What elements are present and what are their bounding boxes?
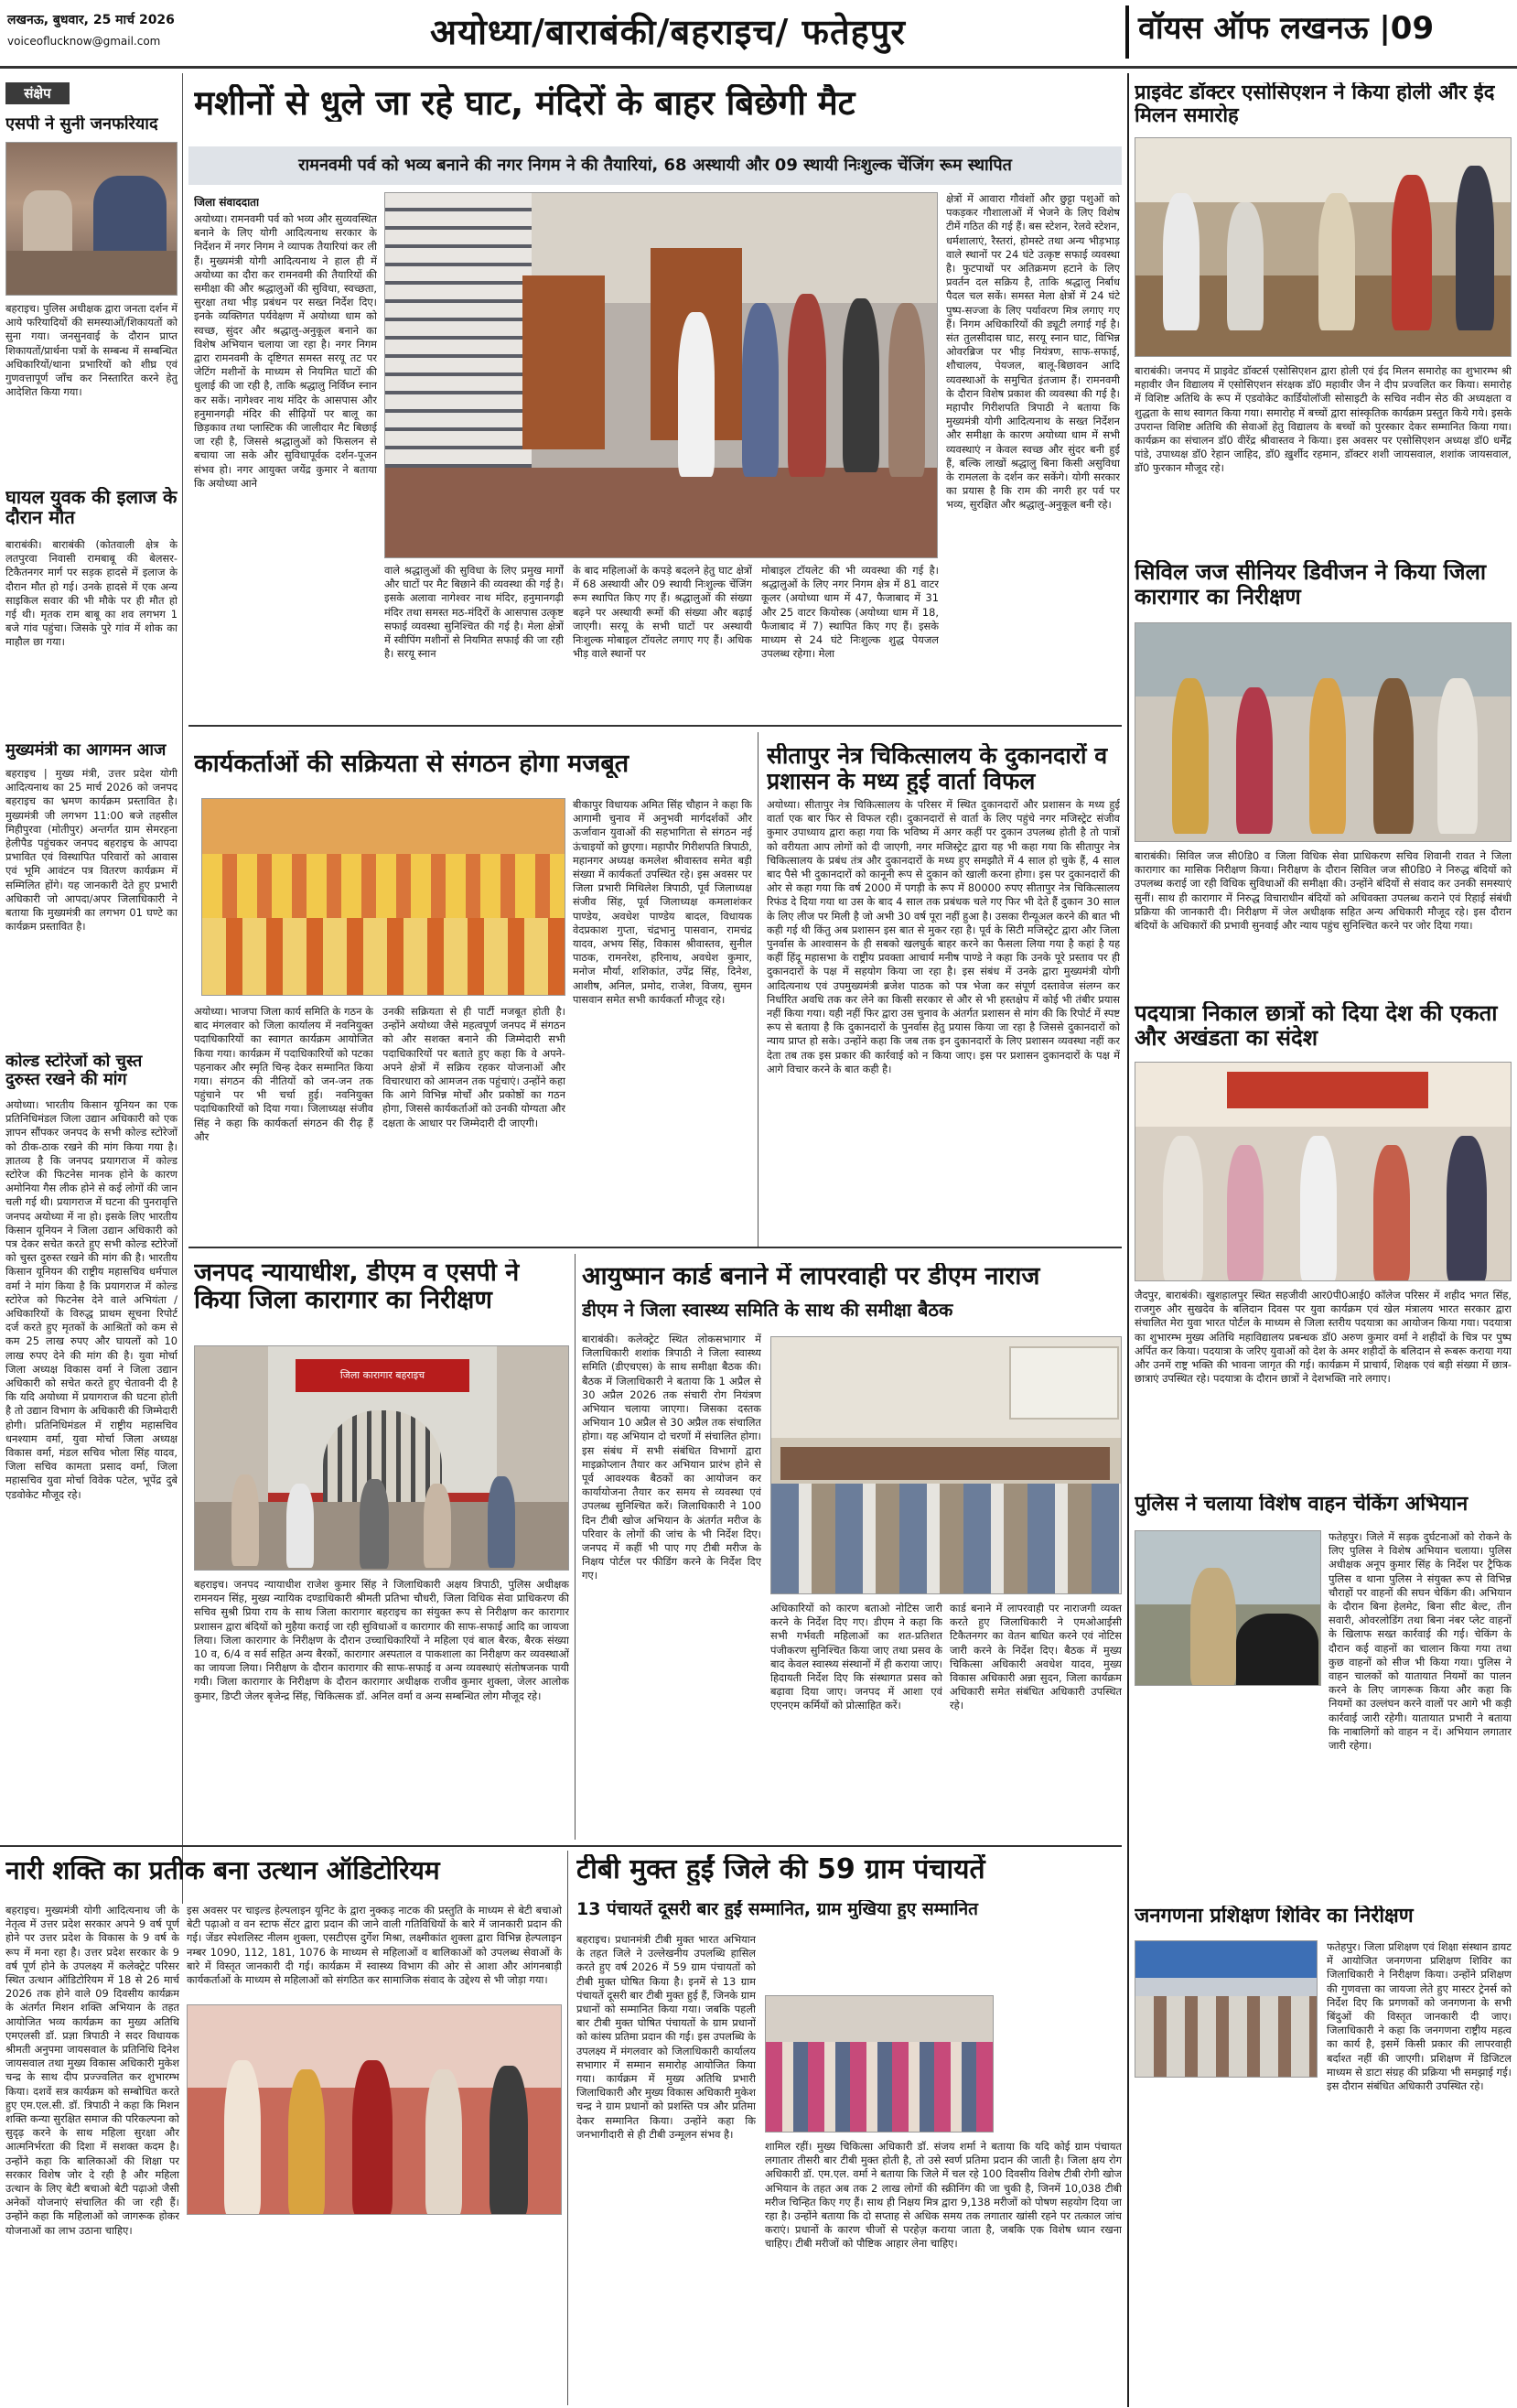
r1-photo	[1135, 137, 1512, 357]
r5-headline: जनगणना प्रशिक्षण शिविर का निरीक्षण	[1135, 1906, 1414, 1927]
sita-body: अयोध्या। सीतापुर नेत्र चिकित्सालय के परिसर में स्थित दुकानदारों और प्रशासन के मध्य हुई वार्ता एक बार फिर से विफल रही। दुकानदारों से वार्ता के लिए पहुंचे नगर मजिस्ट्रेट संजीव कुमार उपाध्याय द्वारा कहा गया कि भविष्य में अगर कहीं पर दुकान उपलब्ध होती है तो पात्रों को वरीयता आप लोगों को दी जाएगी, नगर मजिस्ट्रेट द्वारा यह भी कहा गया कि सीतापुर नेत्र चिकित्सालय के प्रबंध तंत्र और दुकानदारों के मध्य हुए समझौते में 4 साल हो चुके हैं, 4 साल बाद पैसे भी दुकानदारों को कानूनी रूप से दुकान को खाली करना होगा। इस पर दुकानदारों की ओर से कहा गया कि वर्ष 2000 में पगड़ी के रूप में 80000 रुपए सीतापुर नेत्र चिकित्सालय रिफंड दे दिया गया था उस के बाद 4 साल तक प्रबंधक चले गए फिर भी देते हैं दुकान 30 साल के लिए लीज पर मिली है जो अभी 30 वर्ष पूरा नहीं हुआ है। उसका रीन्यूअल करने की बात भी कही गई थी किंतु अब प्रशासन इस बात से मुकर रहा है। पूर्व के सिटी मजिस्ट्रेट द्वारा और जिला पुनर्वास के आश्वासन के ही सबको खलघुर्क बाहर करने का फैसला लिया गया है कहां है यह कहीं हिंदू महासभा के राष्ट्रीय प्रवक्ता आचार्य मनीष पाण्डे ने कहा कि उनके पूरे प्रस्ताव पर ही दुकानदारों के पक्ष में सहयोग किया जा रहा है। इस संबंध में उनके द्वारा मुख्यमंत्री योगी आदित्यनाथ एवं उपमुख्यमंत्री ब्रजेश पाठक को पत्र भेजा कर संपूर्ण दस्तावेज संलग्न कर निर्धारित अवधि तक कर लेने का किसी सरकार से और से भी हस्तक्षेप में कोई भी तंबीर प्रयास नहीं किया गया। यही नहीं फिर द्वारा उस चुनाव के अंतर्गत प्रशासन से मांग की कि रिपोर्ट में स्पष्ट रूप से बताया है कि दुकानदारों के पुनर्वास हेतु प्रयास किया जा रहा है जिससे दुकानदारों को न्याय प्राप्त हो सके। उन्होंने कहा कि जब तक इन दुकानदारों के लिए प्रशासन व्यवस्था नहीं कर देता तब तक इस प्रकार की कार्रवाई को न किया जाए। इस पर प्रशासन दुकानदारों के पक्ष में आगे विचार करने के बात कही है।	[767, 798, 1120, 1075]
r4-photo	[1135, 1530, 1321, 1686]
nari-col-2b	[187, 2222, 562, 2402]
brief-4-title: कोल्ड स्टोरेजों को चुस्त दुरुस्त रखने की मांग	[5, 1053, 143, 1090]
r2-body: बाराबंकी। सिविल जज सी0डि0 व जिला विधिक सेवा प्राधिकरण सचिव शिवानी रावत ने जिला कारागार का मासिक निरीक्षण किया। निरीक्षण के दौरान सिविल जज सी0डि0 ने निरुद्ध बंदियों को उपलब्ध कराई जा रही विधिक सुविधाओं की समीक्षा की। उन्होंने बंदियों से संवाद कर उनकी समस्याएं सुनीं। साथ ही कारागार में निरुद्ध विचाराधीन बंदियों को अधिवक्ता उपलब्ध कराने एवं रिहाई संबंधी प्रक्रिया की जानकारी दी। निरीक्षण में जेल अधीक्षक सहित अन्य अधिकारी मौजूद रहे। इस दौरान बंदियों के अधिकारों की प्रभावी सुनवाई और न्याय पहुंच सुनिश्चित करने पर जोर दिया गया।	[1135, 849, 1512, 933]
lead-dateline: जिला संवाददाता	[194, 196, 260, 209]
r5-photo	[1135, 1940, 1318, 2078]
lead-subhead: रामनवमी पर्व को भव्य बनाने की नगर निगम ने की तैयारियां, 68 अस्थायी और 09 स्थायी निःशुल्क चेंजिंग रूम स्थापित	[188, 146, 1122, 185]
karya-col-1: अयोध्या। भाजपा जिला कार्य समिति के गठन के बाद मंगलवार को जिला कार्यालय में नवनियुक्त पदाधिकारियों का स्वागत कार्यक्रम आयोजित किया गया। कार्यक्रम में पदाधिकारियों को पटका पहनाकर और स्मृति चिन्ह देकर सम्मानित किया गया। संगठन की नीतियों को जन-जन तक पहुंचाने पर भी चर्चा हुई। नवनियुक्त पदाधिकारियों को दिया गया। जिलाध्यक्ष संजीव सिंह ने कहा कि कार्यकर्ता संगठन की रीढ़ हैं और	[194, 1005, 373, 1143]
sita-headline: सीतापुर नेत्र चिकित्सालय के दुकानदारों व प्रशासन के मध्य हुई वार्ता विफल	[767, 743, 1108, 794]
tb-subhead: 13 पंचायतें दूसरी बार हुईं सम्मानित, ग्राम मुखिया हुए सम्मानित	[576, 1900, 978, 1919]
brief-1-title: एसपी ने सुनी जनफरियाद	[5, 115, 158, 134]
nari-headline: नारी शक्ति का प्रतीक बना उत्थान ऑडिटोरियम	[5, 1856, 440, 1885]
tb-col-2: शामिल रहीं। मुख्य चिकित्सा अधिकारी डॉ. संजय शर्मा ने बताया कि यदि कोई ग्राम पंचायत लगातार तीसरी बार टीबी मुक्त होती है, तो उसे स्वर्ण प्रतिमा प्रदान की जाती है। जिला क्षय रोग अधिकारी डॉ. एम.एल. वर्मा ने बताया कि जिले में चल रहे 100 दिवसीय विशेष टीबी रोगी खोज अभियान के तहत अब तक 2 लाख लोगों की स्क्रीनिंग की जा चुकी है, जिनमें 10,038 टीबी मरीज चिन्हित किए गए हैं। साथ ही निक्षय मित्र द्वारा 9,138 मरीजों को पोषण सहयोग दिया जा रहा है। उन्होंने बताया कि दो सप्ताह से अधिक समय तक लगातार खांसी रहने पर तत्काल जांच कराएं। प्रधानों के कारण चीजों से परहेज़ कराया जाता है, जबकि एक विशेष ध्यान रखना चाहिए। टीबी मरीजों को पौष्टिक आहार लेना चाहिए।	[765, 2140, 1122, 2251]
ayush-headline: आयुष्मान कार्ड बनाने में लापरवाही पर डीएम नाराज	[582, 1263, 1040, 1290]
r4-body-b	[1135, 1693, 1321, 1896]
ayush-photo	[770, 1336, 1122, 1594]
janpad-photo	[194, 1345, 569, 1571]
brief-3-body: बहराइच | मुख्य मंत्री, उत्तर प्रदेश योगी आदित्यनाथ का 25 मार्च 2026 को जनपद बहराइच का भ्रमण कार्यक्रम प्रस्तावित है। मुख्यमंत्री जी लगभग 11:00 बजे तहसील मिहीपुरवा (मोतीपुर) अन्तर्गत ग्राम सेमरहना हेलीपैड पहुंचकर जनपद बहराइच के आपदा प्रभावित एवं विस्थापित परिवारों को आवास एवं भूमि आवंटन पत्र वितरण कार्यक्रम में सम्मिलित होंगे। यह जानकारी देते हुए प्रभारी अधिकारी जो आपदा/अपर जिलाधिकारी ने बताया कि मुख्यमंत्री का लगभग 01 घण्टे का कार्यक्रम प्रस्तावित है।	[5, 767, 178, 934]
brief-4-body: अयोध्या। भारतीय किसान यूनियन का एक प्रतिनिधिमंडल जिला उद्यान अधिकारी को एक ज्ञापन सौंपकर जनपद के सभी कोल्ड स्टोरेजों को ठीक-ठाक रखने की मांग किया गया है। ज्ञातव्य है कि जनपद प्रयागराज में कोल्ड स्टोरेज की फिटनेस मानक होने के कारण अमोनिया गैस लीक होने से कई लोगों की जान चली गई थी। प्रयागराज में घटना की पुनरावृत्ति जनपद अयोध्या में ना हो। इसके लिए भारतीय किसान यूनियन ने जिला उद्यान अधिकारी को पत्र देकर सचेत करते हुए सभी कोल्ड स्टोरेजों को चुस्त दुरुस्त रखने की मांग की है। भारतीय किसान यूनियन की राष्ट्रीय महासचिव धर्मपाल वर्मा ने मांग किया है कि प्रयागराज में कोल्ड स्टोरेज को फिटनेस देने वाले अभियंता /अधिकारियों के विरुद्ध प्राथम सूचना रिपोर्ट दर्ज करते हुए मृतकों के आश्रितों को कम से कम 25 लाख रुपए और घायलों को 10 लाख रुपए देने की मांग की है। युवा मोर्चा जिला अध्यक्ष विकास वर्मा ने जिला उद्यान अधिकारी को सचेत करते हुए चेतावनी दी है कि यदि अयोध्या में प्रयागराज की घटना होती है तो उद्यान विभाग के अधिकारी की जिम्मेदारी होगी। प्रतिनिधिमंडल में राष्ट्रीय महासचिव धनश्याम वर्मा, युवा मोर्चा जिला अध्यक्ष विकास वर्मा, मंडल सचिव भोला सिंह यादव, जिला सचिव कामता प्रसाद वर्मा, जिला महासचिव युवा मोर्चा विवेक पटेल, भूपेंद्र दुबे एडवोकेट मौजूद रहे।	[5, 1098, 178, 1501]
r3-body: जैदपुर, बाराबंकी। खुशहालपुर स्थित सहजीवी आर0पी0आई0 कॉलेज परिसर में शहीद भगत सिंह, राजगुरु और सुखदेव के बलिदान दिवस पर युवा कार्यक्रम एवं खेल मंत्रालय भारत सरकार द्वारा संचालित मेरा युवा भारत पोर्टल के माध्यम से जिला स्तरीय पदयात्रा का आयोजन किया गया। पदयात्रा का शुभारम्भ मुख्य अतिथि महाविद्यालय प्रबन्धक डॉ0 अरुण कुमार वर्मा ने शहीदों के चित्र पर पुष्प अर्पित कर किया। पदयात्रा के जरिए युवाओं को देश के अमर शहीदों के बलिदान से रूबरू कराया गया और उनमें राष्ट्र भक्ति की भावना जागृत की गई। कार्यक्रम में प्राचार्य, शिक्षक एवं बड़ी संख्या में छात्र-छात्राएं उपस्थित रहे। पदयात्रा के दौरान छात्रों ने देशभक्ति नारे लगाए।	[1135, 1289, 1512, 1386]
brief-2-title: घायल युवक की इलाज के दौरान मौत	[5, 487, 178, 528]
masthead-email: voiceoflucknow@gmail.com	[7, 35, 161, 48]
karya-col-3: बीकापुर विधायक अमित सिंह चौहान ने कहा कि आगामी चुनाव में अनुभवी मार्गदर्शकों और ऊर्जावान युवाओं की सहभागिता से संगठन नई ऊंचाइयों को छुएगा। महापौर गिरीशपति त्रिपाठी, महानगर अध्यक्ष कमलेश श्रीवास्तव समेत बड़ी संख्या में कार्यकर्ता उपस्थित रहे। इस अवसर पर जिला प्रभारी मिथिलेश त्रिपाठी, पूर्व जिलाध्यक्ष संजीव सिंह, पूर्व जिलाध्यक्ष कमलाशंकर पाण्डेय, अवधेश पाण्डेय बादल, विधायक वेदप्रकाश गुप्ता, चंद्रभानु पासवान, रामचंद्र यादव, अभय सिंह, विकास श्रीवास्तव, सुनील पाठक, रामनरेश, हरिनाथ, अवधेश कुमार, मनोज मौर्या, शशिकांत, उपेंद्र सिंह, दिनेश, आशीष, अनिल, प्रमोद, राजेश, विजय, सुमन पासवान समेत सभी कार्यकर्ता मौजूद रहे।	[573, 798, 752, 1006]
lead-col-3: के बाद महिलाओं के कपड़े बदलने हेतु घाट क्षेत्रों में 68 अस्थायी और 09 स्थायी निःशुल्क चेंजिंग रूम स्थापित किए गए हैं। श्रद्धालुओं की संख्या बढ़ने पर अस्थायी रूमों की संख्या और बढ़ाई जाएगी। सरयू के सभी घाटों पर अस्थायी निःशुल्क मोबाइल टॉयलेट लगाए गए हैं। अधिक भीड़ वाले स्थानों पर	[573, 564, 752, 661]
lead-photo	[384, 192, 938, 558]
lead-col-1: अयोध्या। रामनवमी पर्व को भव्य और सुव्यवस्थित बनाने के लिए योगी आदित्यनाथ सरकार के निर्देशन में नगर निगम ने व्यापक तैयारियां कर ली हैं। मुख्यमंत्री योगी आदित्यनाथ ने हाल ही में अयोध्या का दौरा कर रामनवमी की तैयारियों की समीक्षा की और श्रद्धालुओं की सुविधा, स्वच्छता, सुरक्षा तथा भीड़ प्रबंधन पर सख्त निर्देश दिए। इनके व्यक्तिगत पर्यवेक्षण में अयोध्या धाम को स्वच्छ, सुंदर और श्रद्धालु-अनुकूल बनाने का विशेष अभियान चलाया जा रहा है। नगर निगम द्वारा रामनवमी के दृष्टिगत समस्त सरयू तट पर जेटिंग मशीनों के माध्यम से नियमित घाटों की धुलाई की जा रही है, ताकि श्रद्धालु निर्विघ्न स्नान कर सकें। नागेश्वर नाथ मंदिर के आसपास और हनुमानगढ़ी मंदिर की सीढ़ियों पर बालू का छिड़काव तथा प्लास्टिक की जालीदार मैट बिछाई जा रही है, जिससे श्रद्धालुओं को फिसलन से बचाया जा सके और सुविधापूर्वक दर्शन-पूजन संभव हो। नगर आयुक्त जयेंद्र कुमार ने बताया कि अयोध्या आने	[194, 212, 377, 490]
ayush-col-3: कार्ड बनाने में लापरवाही पर नाराजगी व्यक्त करते हुए जिलाधिकारी ने एमओआईसी टिकैतनगर का वेतन बाधित करने एवं नोटिस जारी करने के निर्देश दिए। बैठक में मुख्य चिकित्सा अधिकारी अवधेश यादव, मुख्य विकास अधिकारी अन्ना सुदन, जिला कार्यक्रम अधिकारी समेत संबंधित अधिकारी उपस्थित रहे।	[950, 1602, 1122, 1712]
karya-headline: कार्यकर्ताओं की सक्रियता से संगठन होगा मजबूत	[194, 750, 629, 778]
r2-headline: सिविल जज सीनियर डिवीजन ने किया जिला कारागार का निरीक्षण	[1135, 560, 1487, 610]
janpad-body: बहराइच। जनपद न्यायाधीश राजेश कुमार सिंह ने जिलाधिकारी अक्षय त्रिपाठी, पुलिस अधीक्षक रामनयन सिंह, मुख्य न्यायिक दण्डाधिकारी श्रीमती प्रतिभा चौधरी, जिला विधिक सेवा प्राधिकरण की सचिव सुश्री प्रिया राय के साथ जिला कारागार बहराइच का संयुक्त रूप से निरीक्षण कर कारागार प्रशासन द्वारा बंदियों को मुहैया कराई जा रही सुविधाओं व कारागार की साफ-सफाई आदि का जायजा लिया। जिला कारागार के निरीक्षण के दौरान उच्चाधिकारियों ने महिला एवं बाल बैरक, बैरक संख्या 10 व, 6/4 व सर्व सहित अन्य बैरकों, कारागार अस्पताल व पाकशाला का निरीक्षण कर व्यवस्थाओं का जायजा लिया। निरीक्षण के दौरान कारागार की साफ-सफाई व अन्य व्यवस्थाएं संतोषजनक पायी गयी। जिला कारागार के निरीक्षण के दौरान कारागार अधीक्षक राजीव कुमार शुक्ला, जेलर आलोक कुमार, डिप्टी जेलर बृजेन्द्र सिंह, चिकित्सक डॉ. अनिल वर्मा व अन्य सम्बन्धित लोग मौजूद रहे।	[194, 1578, 569, 1702]
lead-col-4: मोबाइल टॉयलेट की भी व्यवस्था की गई है। श्रद्धालुओं के लिए नगर निगम क्षेत्र में 81 वाटर कूलर (अयोध्या धाम में 47, फैजाबाद में 31 और 25 वाटर कियोस्क (अयोध्या धाम में 18, फैजाबाद में 7) स्थापित किए गए हैं। इसके माध्यम से 24 घंटे निःशुल्क शुद्ध पेयजल उपलब्ध रहेगा। मेला	[761, 564, 939, 661]
brief-1-body: बहराइच। पुलिस अधीक्षक द्वारा जनता दर्शन में आये फरियादियों की समस्याओं/शिकायतों को सुना गया। जनसुनवाई के दौरान प्राप्त शिकायतों/प्रार्थना पत्रों के सम्बन्ध में सम्बन्धित अधिकारियों/थाना प्रभारियों को शीघ्र एवं गुणवत्तापूर्ण जाँच कर निस्तारित करने हेतु आदेशित किया गया।	[5, 302, 178, 399]
tb-photo	[765, 1995, 994, 2133]
r2-photo	[1135, 622, 1512, 842]
janpad-sign: जिला कारागार बहराइच	[296, 1359, 469, 1392]
brief-tag: संक्षेप	[5, 82, 70, 104]
brief-3-title: मुख्यमंत्री का आगमन आज	[5, 741, 167, 760]
lead-headline: मशीनों से धुले जा रहे घाट, मंदिरों के बाहर बिछेगी मैट	[194, 84, 855, 123]
r4-headline: पुलिस ने चलाया विशेष वाहन चेकिंग अभियान	[1135, 1494, 1469, 1516]
paper-name: वॉयस ऑफ लखनऊ	[1138, 10, 1369, 47]
section-title: अयोध्या/बाराबंकी/बहराइच/ फतेहपुर	[430, 12, 906, 52]
nari-col-2: इस अवसर पर चाइल्ड हेल्पलाइन यूनिट के द्वारा नुक्कड़ नाटक की प्रस्तुति के माध्यम से बेटी बचाओ बेटी पढ़ाओ व वन स्टाफ सेंटर द्वारा प्रदान की जाने वाली गतिविधियों के बारे में जानकारी प्रदान की गई। जेंडर स्पेशलिस्ट नीलम शुक्ला, एसटीएस दुर्गेश मिश्रा, लक्ष्मीकांत शुक्ला द्वारा विभिन्न हेल्पलाइन नम्बर 1090, 112, 181, 1076 के माध्यम से महिलाओं व बालिकाओं को उपलब्ध सेवाओं के बारे में विस्तृत जानकारी दी गई। कार्यक्रम में स्वास्थ्य विभाग की ओर से आशा और आंगनबाड़ी कार्यकर्ताओं के माध्यम से महिलाओं को संगठित कर सामाजिक संवाद के उद्देश्य से भी जोड़ा गया।	[187, 1904, 562, 1987]
lead-col-2: वाले श्रद्धालुओं की सुविधा के लिए प्रमुख मार्गों और घाटों पर मैट बिछाने की व्यवस्था की गई है। इसके अलावा नागेश्वर नाथ मंदिर, हनुमानगढ़ी मंदिर तथा समस्त मठ-मंदिरों के आसपास उत्कृष्ट सफाई व्यवस्था सुनिश्चित की गई है। मेला क्षेत्रों में स्वीपिंग मशीनों से नियमित सफाई की जा रही है। सरयू स्नान	[384, 564, 564, 661]
masthead-date: लखनऊ, बुधवार, 25 मार्च 2026	[7, 13, 175, 27]
masthead	[0, 0, 1517, 73]
brief-1-photo	[5, 142, 178, 296]
ayush-col-1: बाराबंकी। कलेक्ट्रेट स्थित लोकसभागार में जिलाधिकारी शशांक त्रिपाठी ने जिला स्वास्थ्य समिति (डीएचएस) के साथ समीक्षा बैठक की। बैठक में जिलाधिकारी ने बताया कि 1 अप्रैल से 30 अप्रैल 2026 तक संचारी रोग नियंत्रण अभियान चलाया जाएगा। जिसका दस्तक अभियान 10 अप्रैल से 30 अप्रैल तक संचालित होगा। यह अभियान दो चरणों में संचालित होगा। इस संबंध में सभी संबंधित विभागों द्वारा माइक्रोप्लान तैयार कर अभियान प्रारंभ होने से पूर्व आवश्यक बैठकों का आयोजन कर कार्यायोजना तैयार कर समय से व्यवस्था एवं उपलब्ध सुनिश्चित करें। जिलाधिकारी ने 100 दिन टीबी खोज अभियान के अंतर्गत मरीज के परिवार के लोगों की जांच के भी निर्देश दिए। जनपद में कहीं भी पाए गए टीबी मरीज के निक्षय पोर्टल पर फीडिंग करने के निर्देश दिए गए।	[582, 1333, 761, 1582]
janpad-headline: जनपद न्यायाधीश, डीएम व एसपी ने किया जिला कारागार का निरीक्षण	[194, 1259, 520, 1315]
ayush-subhead: डीएम ने जिला स्वास्थ्य समिति के साथ की समीक्षा बैठक	[582, 1300, 953, 1321]
nari-photo	[187, 2004, 562, 2215]
r3-photo	[1135, 1062, 1512, 1281]
r4-body: फतेहपुर। जिले में सड़क दुर्घटनाओं को रोकने के लिए पुलिस ने विशेष अभियान चलाया। पुलिस अधीक्षक अनूप कुमार सिंह के निर्देश पर ट्रैफिक पुलिस व थाना पुलिस ने संयुक्त रूप से विभिन्न चौराहों पर वाहनों की सघन चेकिंग की। अभियान के दौरान बिना हेलमेट, बिना सीट बेल्ट, तीन सवारी, ओवरलोडिंग तथा बिना नंबर प्लेट वाहनों के खिलाफ सख्त कार्रवाई की गई। चेकिंग के दौरान कई वाहनों का चालान किया गया तथा कुछ वाहनों को सीज भी किया गया। पुलिस ने वाहन चालकों को यातायात नियमों का पालन करने के लिए जागरूक किया और कहा कि नियमों का उल्लंघन करने वालों पर आगे भी कड़ी कार्रवाई जारी रहेगी। यातायात प्रभारी ने बताया कि नाबालिगों को वाहन न दें। अभियान लगातार जारी रहेगा।	[1329, 1530, 1512, 1753]
karya-photo	[201, 798, 565, 996]
ayush-col-2: अधिकारियों को कारण बताओ नोटिस जारी करने के निर्देश दिए गए। डीएम ने कहा कि सभी गर्भवती महिलाओं का शत-प्रतिशत पंजीकरण सुनिश्चित किया जाए तथा प्रसव के बाद केवल स्वास्थ्य संस्थानों में ही कराया जाए। हिदायती निर्देश दिए कि संस्थागत प्रसव को बढ़ावा दिया जाए। जनपद में आशा एवं एएनएम कर्मियों को प्रोत्साहित करें।	[770, 1602, 942, 1712]
nari-col-1: बहराइच। मुख्यमंत्री योगी आदित्यनाथ जी के नेतृत्व में उत्तर प्रदेश सरकार अपने 9 वर्ष पूर्ण होने पर उत्तर प्रदेश के विकास के 9 वर्ष के रूप में मना रहा है। उत्तर प्रदेश सरकार के 9 वर्ष पूर्ण होने के उपलक्ष्य में कलेक्ट्रेट परिसर स्थित उत्थान ऑडिटोरियम में 18 से 26 मार्च 2026 तक होने वाले 09 दिवसीय कार्यक्रम के अंतर्गत मिशन शक्ति अभियान के तहत आयोजित भव्य कार्यक्रम का मुख्य अतिथि एमएलसी डॉ. प्रज्ञा त्रिपाठी ने सदर विधायक श्रीमती अनुपमा जायसवाल के प्रतिनिधि दिनेश जायसवाल तथा मुख्य विकास अधिकारी मुकेश चन्द्र के साथ दीप प्रज्ज्वलित कर शुभारम्भ किया। दशवें सत्र कार्यक्रम को सम्बोधित करते हुए एम.एल.सी. डॉ. त्रिपाठी ने कहा कि मिशन शक्ति कन्या सुरक्षित समाज की परिकल्पना को सुदृढ़ करने के साथ महिला सुरक्षा और आत्मनिर्भरता की दिशा में सशक्त कदम है। उन्होंने कहा कि बालिकाओं की शिक्षा पर सरकार विशेष जोर दे रही है और महिला उत्थान के लिए बेटी बचाओ बेटी पढ़ाओ जैसी अनेकों योजनाएं संचालित की जा रही हैं। उन्होंने कहा कि महिलाओं को जागरूक होकर योजनाओं का लाभ उठाना चाहिए।	[5, 1904, 179, 2237]
karya-col-2: उनकी सक्रियता से ही पार्टी मजबूत होती है। उन्होंने अयोध्या जैसे महत्वपूर्ण जनपद में संगठन को और सशक्त बनाने की जिम्मेदारी सभी पदाधिकारियों पर बताते हुए कहा कि वे अपने-अपने क्षेत्रों में सक्रिय रहकर योजनाओं और विचारधारा को आमजन तक पहुंचाएं। उन्होंने कहा कि आगे विभिन्न मोर्चों और प्रकोष्ठों का गठन होगा, जिससे कार्यकर्ताओं को उनकी योग्यता और दक्षता के आधार पर जिम्मेदारी दी जाएगी।	[382, 1005, 565, 1129]
r5-body: फतेहपुर। जिला प्रशिक्षण एवं शिक्षा संस्थान डायट में आयोजित जनगणना प्रशिक्षण शिविर का जिलाधिकारी ने निरीक्षण किया। उन्होंने प्रशिक्षण की गुणवत्ता का जायजा लेते हुए मास्टर ट्रेनर्स को निर्देश दिए कि प्रगणकों को जनगणना के सभी बिंदुओं की विस्तृत जानकारी दी जाए। जिलाधिकारी ने कहा कि जनगणना राष्ट्रीय महत्व का कार्य है, इसमें किसी प्रकार की लापरवाही बर्दाश्त नहीं की जाएगी। प्रशिक्षण में डिजिटल माध्यम से डाटा संग्रह की प्रक्रिया भी समझाई गई। इस दौरान संबंधित अधिकारी उपस्थित रहे।	[1327, 1940, 1512, 2093]
page-number: 09	[1390, 10, 1435, 47]
brief-2-body: बाराबंकी। बाराबंकी (कोतवाली क्षेत्र के लतपुरवा निवासी रामबाबू की बेलसर-टिकैतनगर मार्ग पर सड़क हादसे में इलाज के दौरान मौत हो गई। उनके हादसे में एक अन्य साइकिल सवार की भी मौके पर ही मौत हो गई थी। मृतक राम बाबू का शव लगभग 1 बजे गांव पहुंचा। जिसके पुरे गांव में शोक का माहौल छा गया।	[5, 538, 178, 649]
r3-headline: पदयात्रा निकाल छात्रों को दिया देश की एकता और अखंडता का संदेश	[1135, 1001, 1498, 1051]
r1-headline: प्राइवेट डॉक्टर एसोसिएशन ने किया होली और ईद मिलन समारोह	[1135, 82, 1495, 127]
tb-col-1: बहराइच। प्रधानमंत्री टीबी मुक्त भारत अभियान के तहत जिले ने उल्लेखनीय उपलब्धि हासिल करते हुए वर्ष 2026 में 59 ग्राम पंचायतों को टीबी मुक्त घोषित किया है। इनमें से 13 ग्राम पंचायतें दूसरी बार टीबी मुक्त हुई हैं, जिनके ग्राम प्रधानों को सम्मानित किया गया। जबकि पहली बार टीबी मुक्त घोषित पंचायतों के ग्राम प्रधानों को कांस्य प्रतिमा प्रदान की गई। इस उपलब्धि के उपलक्ष्य में मंगलवार को जिलाधिकारी कार्यालय सभागार में सम्मान समारोह आयोजित किया गया। कार्यक्रम में मुख्य अतिथि प्रभारी जिलाधिकारी और मुख्य विकास अधिकारी मुकेश चन्द्र ने ग्राम प्रधानों को प्रशस्ति पत्र और प्रतिमा देकर सम्मानित किया। उन्होंने कहा कि जनभागीदारी से ही टीबी उन्मूलन संभव है।	[576, 1933, 756, 2141]
paper-name-box: वॉयस ऑफ लखनऊ |09	[1125, 5, 1514, 59]
tb-headline: टीबी मुक्त हुईं जिले की 59 ग्राम पंचायतें	[576, 1854, 985, 1885]
lead-col-5: क्षेत्रों में आवारा गौवंशों और छुट्टा पशुओं को पकड़कर गौशालाओं में भेजने के लिए विशेष टीमें गठित की गई हैं। बस स्टेशन, रेलवे स्टेशन, धर्मशालाएं, रैस्तरां, होमस्टे तथा अन्य भीड़भाड़ वाले स्थानों पर 24 घंटे उत्कृष्ट सफाई व्यवस्था है। फुटपाथों पर अतिक्रमण हटाने के लिए प्रवर्तन दल सक्रिय है, ताकि श्रद्धालु निर्बाध पैदल चल सकें। समस्त मेला क्षेत्रों में 24 घंटे पुष्प-सज्जा के लिए पर्यावरण मित्र लगाए गए हैं। निगम अधिकारियों की ड्यूटी लगाई गई है। संत तुलसीदास घाट, सरयू स्नान घाट, विभिन्न ओवरब्रिज पर भीड़ नियंत्रण, साफ-सफाई, शौचालय, पेयजल, बालू-बिछावन आदि व्यवस्थाओं के समुचित इंतजाम हैं। रामनवमी के दौरान विशेष प्रकाश की व्यवस्था की गई है। महापौर गिरीशपति त्रिपाठी ने बताया कि मुख्यमंत्री योगी आदित्यनाथ के सख्त निर्देशन और समीक्षा के कारण अयोध्या धाम में सभी व्यवस्थाएं न केवल स्वच्छ और सुंदर बनी हुई हैं, बल्कि लाखों श्रद्धालु बिना किसी असुविधा के रामलला के दर्शन कर सकेंगे। योगी सरकार का प्रयास है कि राम की नगरी हर पर्व पर भव्य, सुरक्षित और श्रद्धालु-अनुकूल बनी रहे।	[946, 192, 1120, 512]
r1-body: बाराबंकी। जनपद में प्राइवेट डॉक्टर्स एसोसिएशन द्वारा होली एवं ईद मिलन समारोह का शुभारम्भ श्री महावीर जैन विद्यालय में एसोसिएशन संरक्षक डॉ0 महावीर जैन ने दीप प्रज्वलित कर किया। समारोह में विशिष्ट अतिथि के रूप में एडवोकेट कार्डियोलॉजी सोसाइटी के सचिव नवीन सेठ की अध्यक्षता व शुद्धता के साथ स्वागत किया गया। समारोह में बच्चों द्वारा सांस्कृतिक कार्यक्रम प्रस्तुत किये गये। इसके उपरान्त विशिष्ट अतिथि की सेवाओं हेतु विद्यालय के बच्चों को पुरस्कार देकर सम्मानित किया गया। कार्यक्रम का संचालन डॉ0 वीरेंद्र श्रीवास्तव ने किया। इस अवसर पर एसोसिएशन अध्यक्ष डॉ0 धर्मेंद्र पांडे, उपाध्यक्ष डॉ0 रेहान जाहिद, डॉ0 ख़ुर्शीद रहमान, डॉक्टर शशी जायसवाल, शशांक जायसवाल, डॉ0 फुरकान मौजूद रहे।	[1135, 364, 1512, 475]
